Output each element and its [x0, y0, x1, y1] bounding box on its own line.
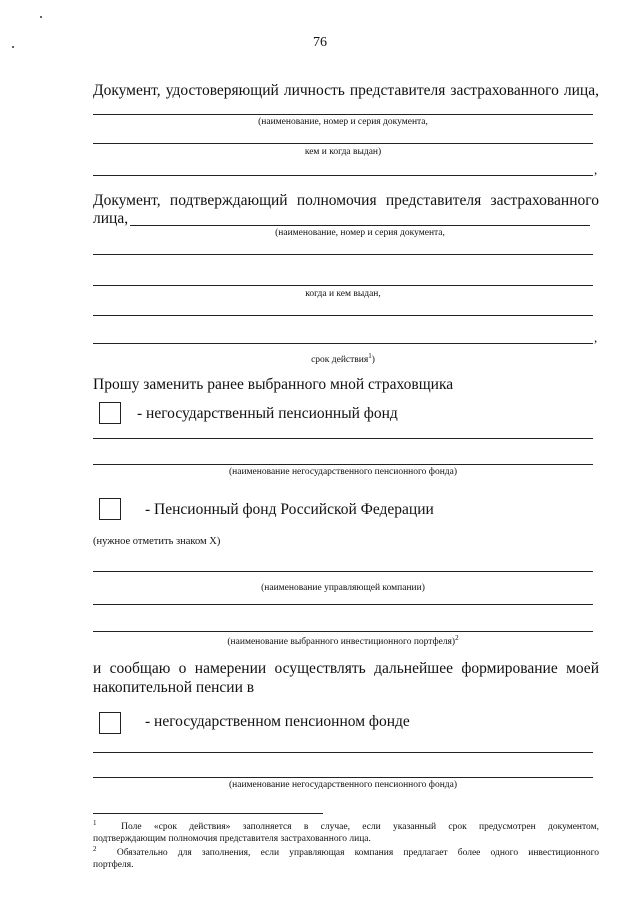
npf-caption: (наименование негосударственного пенсионного фонда) [229, 467, 457, 477]
rep-identity-caption-2: кем и когда выдан) [304, 147, 382, 157]
validity-caption [93, 352, 593, 365]
rep-authority-heading-cont: лица, [93, 210, 129, 227]
portfolio-caption-text: (наименование выбранного инвестиционного портфеля) [227, 637, 456, 648]
checkbox-intent-npf[interactable] [99, 712, 121, 734]
rep-identity-heading: Документ, удостоверяющий личность представителя застрахованного лица, [93, 82, 599, 99]
footnote-2 [93, 843, 599, 871]
rep-identity-line-1[interactable] [93, 114, 593, 115]
footnote-2-line-2: портфеля. [93, 860, 134, 871]
rep-authority-line-4[interactable] [93, 315, 593, 316]
footnote-1-text: Поле «срок действия» заполняется в случае, если указанный срок предусмотрен документом, [121, 822, 599, 833]
portfolio-caption [93, 634, 593, 647]
footnote-1-mark: 1 [93, 819, 97, 827]
rep-authority-line-3[interactable] [93, 285, 593, 286]
rep-authority-line-5[interactable] [93, 343, 593, 344]
portfolio-line-1[interactable] [93, 604, 593, 605]
validity-caption-text: срок действия [311, 355, 369, 366]
footnote-ref-1: 1 [368, 352, 372, 360]
portfolio-line-2[interactable] [93, 631, 593, 632]
request-text: Прошу заменить ранее выбранного мной страховщика [93, 376, 454, 393]
trailing-comma: , [594, 162, 598, 177]
validity-caption-close: ) [371, 355, 375, 366]
footnote-2-mark: 2 [93, 845, 97, 853]
rep-authority-line-2[interactable] [93, 254, 593, 255]
footnote-1 [93, 817, 599, 845]
footnote-1-line-1 [93, 817, 599, 833]
scan-speck [40, 16, 42, 18]
footnote-ref-2: 2 [455, 634, 459, 642]
uk-caption: (наименование управляющей компании) [261, 583, 425, 593]
rep-authority-caption-2: когда и кем выдан, [305, 289, 381, 299]
checkbox-npf[interactable] [99, 402, 121, 424]
intent-npf-line-2[interactable] [93, 777, 593, 778]
npf-name-line-2[interactable] [93, 464, 593, 465]
rep-identity-line-3[interactable] [93, 175, 593, 176]
rep-identity-caption-1: (наименование, номер и серия документа, [258, 117, 428, 127]
intent-npf-caption: (наименование негосударственного пенсионного фонда) [229, 780, 457, 790]
mark-note: (нужное отметить знаком X) [93, 536, 221, 547]
option-npf-label: - негосударственный пенсионный фонд [137, 405, 398, 422]
rep-authority-line-1[interactable] [130, 225, 590, 226]
rep-authority-caption-1: (наименование, номер и серия документа, [275, 228, 445, 238]
footnote-separator [93, 813, 323, 814]
footnote-2-text: Обязательно для заполнения, если управляющая компания предлагает более одного инвестиционного [116, 848, 599, 859]
checkbox-pfr[interactable] [99, 498, 121, 520]
option-pfr-label: - Пенсионный фонд Российской Федерации [145, 501, 434, 518]
footnote-2-line-1 [93, 843, 599, 859]
intent-option-npf-label: - негосударственном пенсионном фонде [145, 713, 410, 730]
uk-name-line[interactable] [93, 571, 593, 572]
npf-name-line-1[interactable] [93, 438, 593, 439]
trailing-comma: , [594, 330, 598, 345]
intent-text-cont: накопительной пенсии в [93, 679, 255, 696]
page-number: 76 [313, 35, 327, 50]
rep-identity-line-2[interactable] [93, 143, 593, 144]
rep-authority-heading: Документ, подтверждающий полномочия представителя застрахованного [93, 192, 599, 209]
intent-npf-line-1[interactable] [93, 752, 593, 753]
footnote-1-line-2: подтверждающим полномочия представителя застрахованного лица. [93, 834, 371, 845]
intent-text: и сообщаю о намерении осуществлять дальнейшее формирование моей [93, 660, 599, 677]
